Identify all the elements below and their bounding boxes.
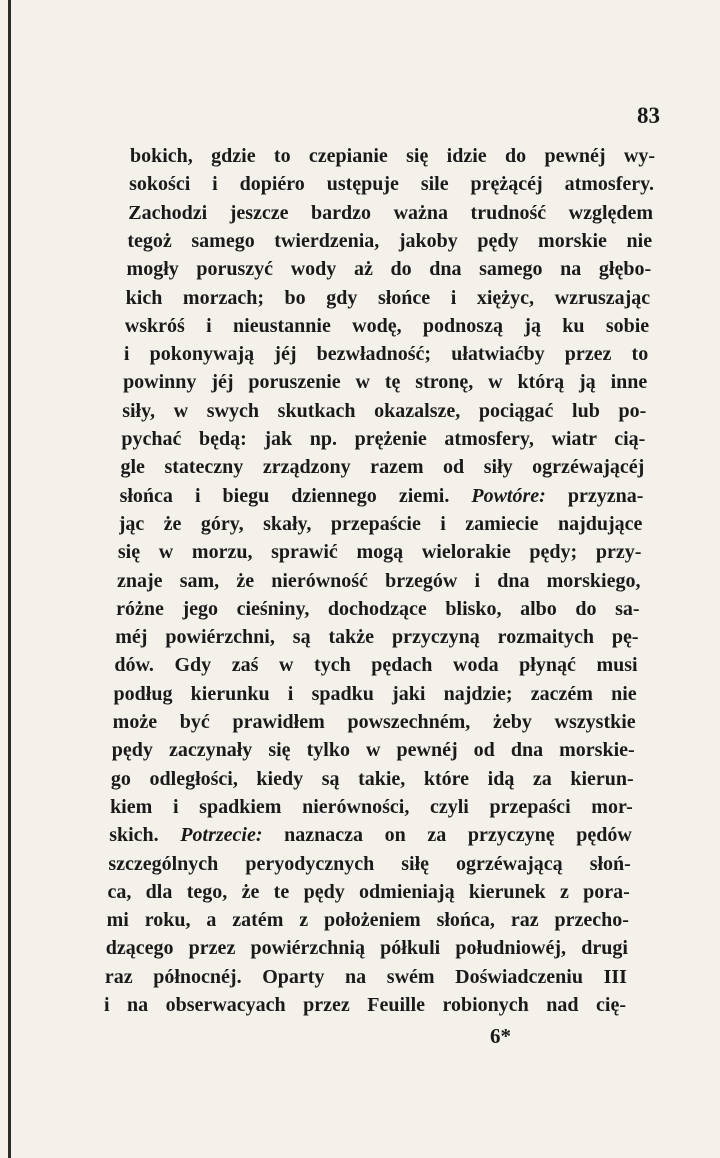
text-segment: kich morzach; bo gdy słońce i xiężyc, wzruszając xyxy=(125,286,651,309)
text-segment: pędy zaczynały się tylko w pewnéj od dna morskie- xyxy=(111,739,635,762)
text-segment: Zachodzi jeszcze bardzo ważna trudność względem xyxy=(128,201,654,224)
text-line xyxy=(104,989,626,1022)
page-number: 83 xyxy=(637,103,660,128)
text-segment: go odległości, kiedy są takie, które idą za kierun- xyxy=(110,767,634,790)
text-segment: powinny jéj poruszenie w tę stronę, w którą ją inne xyxy=(123,371,648,394)
text-segment: przyzna- xyxy=(545,484,644,507)
text-segment: słońca i biegu dziennego ziemi. xyxy=(119,484,472,507)
text-segment: tegoż samego twierdzenia, jakoby pędy morskie nie xyxy=(127,229,653,252)
text-segment: podług kierunku i spadku jaki najdzie; zaczém nie xyxy=(113,682,637,705)
text-segment: pychać będą: jak np. prężenie atmosfery, wiatr cią- xyxy=(121,428,646,450)
text-segment: skich. xyxy=(109,824,181,847)
text-segment: gle stateczny zrządzony razem od siły ogrzéwającéj xyxy=(120,456,645,479)
text-segment: znaje sam, że nierówność brzegów i dna morskiego, xyxy=(117,569,641,592)
italic-heading-word: Potrzecie: xyxy=(180,824,263,847)
text-segment: kiem i spadkiem nierówności, czyli przepaści mor- xyxy=(110,795,633,818)
text-segment: różne jego cieśniny, dochodzące blisko, albo do sa- xyxy=(116,597,640,620)
page-gutter-edge xyxy=(8,0,11,1158)
text-segment: raz północnéj. Oparty na swém Doświadczeniu III xyxy=(104,965,627,988)
text-segment: mogły poruszyć wody aż do dna samego na głębo- xyxy=(126,258,652,281)
text-segment: méj powiérzchni, są także przyczyną rozmaitych pę- xyxy=(115,626,639,649)
text-segment: ca, dla tego, że te pędy odmieniają kierunek z pora- xyxy=(107,880,630,903)
italic-heading-word: Powtóre: xyxy=(471,484,546,507)
text-segment: i pokonywają jéj bezwładność; ułatwiaćby przez to xyxy=(123,343,649,366)
text-segment: wskróś i nieustannie wodę, podnoszą ją ku sobie xyxy=(124,314,650,337)
text-segment: naznacza on za przyczynę pędów xyxy=(262,824,632,847)
text-segment: dów. Gdy zaś w tych pędach woda płynąć musi xyxy=(114,654,638,677)
text-segment: sokości i dopiéro ustępuje sile prężącéj atmosfery. xyxy=(129,173,655,196)
text-segment: szczególnych peryodycznych siłę ogrzéwającą słoń- xyxy=(108,852,631,875)
text-segment: mi roku, a zatém z położeniem słońca, raz przecho- xyxy=(106,909,629,932)
text-segment: siły, w swych skutkach okazalsze, pociągać lub po- xyxy=(122,399,647,422)
text-segment: bokich, gdzie to czepianie się idzie do pewnéj wy- xyxy=(130,145,655,167)
text-segment: jąc że góry, skały, przepaście i zamiecie najdujące xyxy=(118,512,643,535)
text-segment: i na obserwacyach przez Feuille robionych nad cię- xyxy=(104,994,626,1016)
text-segment: się w morzu, sprawić mogą wielorakie pędy; przy- xyxy=(117,541,642,564)
printer-signature-mark: 6* xyxy=(490,1024,511,1048)
text-segment: dzącego przez powiérzchnią półkuli południowéj, drugi xyxy=(105,937,628,960)
text-segment: może być prawidłem powszechném, żeby wszystkie xyxy=(112,711,636,733)
